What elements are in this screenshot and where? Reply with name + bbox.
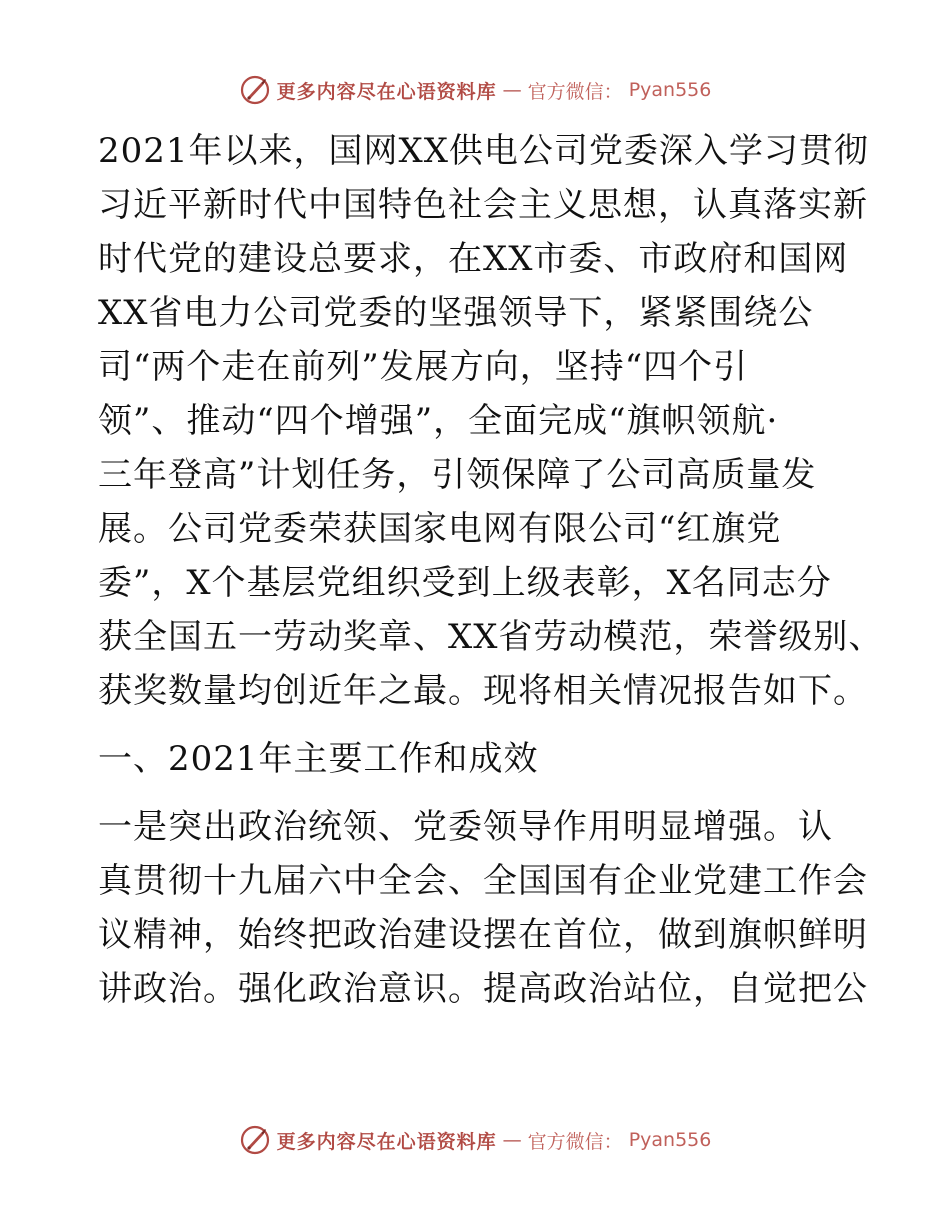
- text-line: 展。公司党委荣获国家电网有限公司“红旗党: [98, 509, 782, 549]
- watermark-text: 更多内容尽在心语资料库: [276, 80, 497, 103]
- paragraph-section-one: [98, 800, 868, 1016]
- text-line: 获奖数量均创近年之最。现将相关情况报告如下。: [98, 671, 868, 711]
- section-heading: 一、2021年主要工作和成效: [98, 739, 539, 779]
- text-line: 司“两个走在前列”发展方向，坚持“四个引: [98, 347, 749, 387]
- quill-logo-icon: [239, 1124, 271, 1156]
- text-line: XX省电力公司党委的坚强领导下，紧紧围绕公: [98, 293, 814, 333]
- watermark-separator: —: [502, 79, 522, 101]
- text-line: 领”、推动“四个增强”，全面完成“旗帜领航·: [98, 401, 779, 441]
- text-line: 时代党的建设总要求，在XX市委、市政府和国网: [98, 239, 849, 279]
- text-line: 议精神，始终把政治建设摆在首位，做到旗帜鲜明: [98, 915, 868, 955]
- document-body: [98, 124, 884, 1016]
- text-line: 讲政治。强化政治意识。提高政治站位，自觉把公: [98, 969, 868, 1009]
- watermark-footer: [0, 1120, 950, 1160]
- text-line: 2021年以来，国网XX供电公司党委深入学习贯彻: [98, 131, 869, 171]
- text-line: 一是突出政治统领、党委领导作用明显增强。认: [98, 807, 833, 847]
- watermark-contact-id: Pyan556: [628, 79, 712, 101]
- watermark-contact-label: 官方微信：: [527, 1130, 623, 1153]
- text-line: 三年登高”计划任务，引领保障了公司高质量发: [98, 455, 817, 495]
- text-line: 真贯彻十九届六中全会、全国国有企业党建工作会: [98, 861, 868, 901]
- watermark-contact-id: Pyan556: [628, 1129, 712, 1151]
- paragraph-intro: [98, 124, 884, 718]
- watermark-separator: —: [502, 1129, 522, 1151]
- quill-logo-icon: [239, 74, 271, 106]
- watermark-text: 更多内容尽在心语资料库: [276, 1130, 497, 1153]
- watermark-contact-label: 官方微信：: [527, 80, 623, 103]
- watermark-header: [0, 70, 950, 110]
- text-line: 委”，X个基层党组织受到上级表彰，X名同志分: [98, 563, 832, 603]
- text-line: 获全国五一劳动奖章、XX省劳动模范，荣誉级别、: [98, 617, 884, 657]
- text-line: 习近平新时代中国特色社会主义思想，认真落实新: [98, 185, 868, 225]
